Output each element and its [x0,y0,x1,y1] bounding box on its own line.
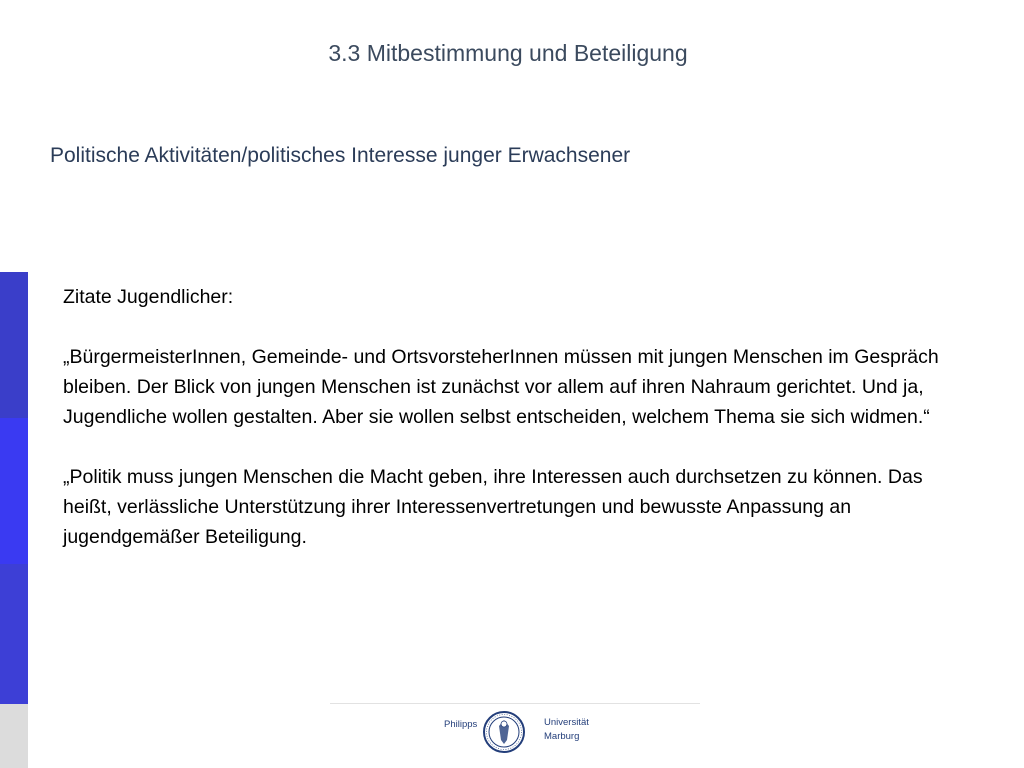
side-bar-segment [0,564,28,704]
side-bar-segment [0,418,28,564]
quote-2: „Politik muss jungen Menschen die Macht geben, ihre Interessen auch durchsetzen zu können. Das heißt, verlässliche Unterstützung ihrer Interessenvertretungen und bewusste Anpassung an jugendgemäßer Beteiligung. [63,466,923,548]
logo-word-philipps: Philipps [444,719,478,730]
quotes-heading: Zitate Jugendlicher: [63,286,234,308]
slide-title: 3.3 Mitbestimmung und Beteiligung [328,40,688,66]
logo-word-marburg: Marburg [544,731,580,742]
slide-subtitle: Politische Aktivitäten/politisches Interesse junger Erwachsener [50,144,631,167]
university-seal-icon [482,710,526,754]
side-bar-segment [0,704,28,768]
quote-1: „BürgermeisterInnen, Gemeinde- und OrtsvorsteherInnen müssen mit jungen Menschen im Gespräch bleiben. Der Blick von jungen Menschen ist zunächst vor allem auf ihren Nahraum gerichtet. Und ja, Jugendliche wollen gestalten. Aber sie wollen selbst entscheiden, welchem Thema sie sich widmen.“ [63,346,939,428]
logo-word-universitat: Universität [544,717,589,728]
spacer [63,432,963,462]
footer-divider [330,703,700,704]
decorative-side-bar [0,272,28,768]
quotes-content [63,282,963,552]
university-logo [444,710,594,748]
side-bar-segment [0,272,28,418]
spacer [63,312,963,342]
